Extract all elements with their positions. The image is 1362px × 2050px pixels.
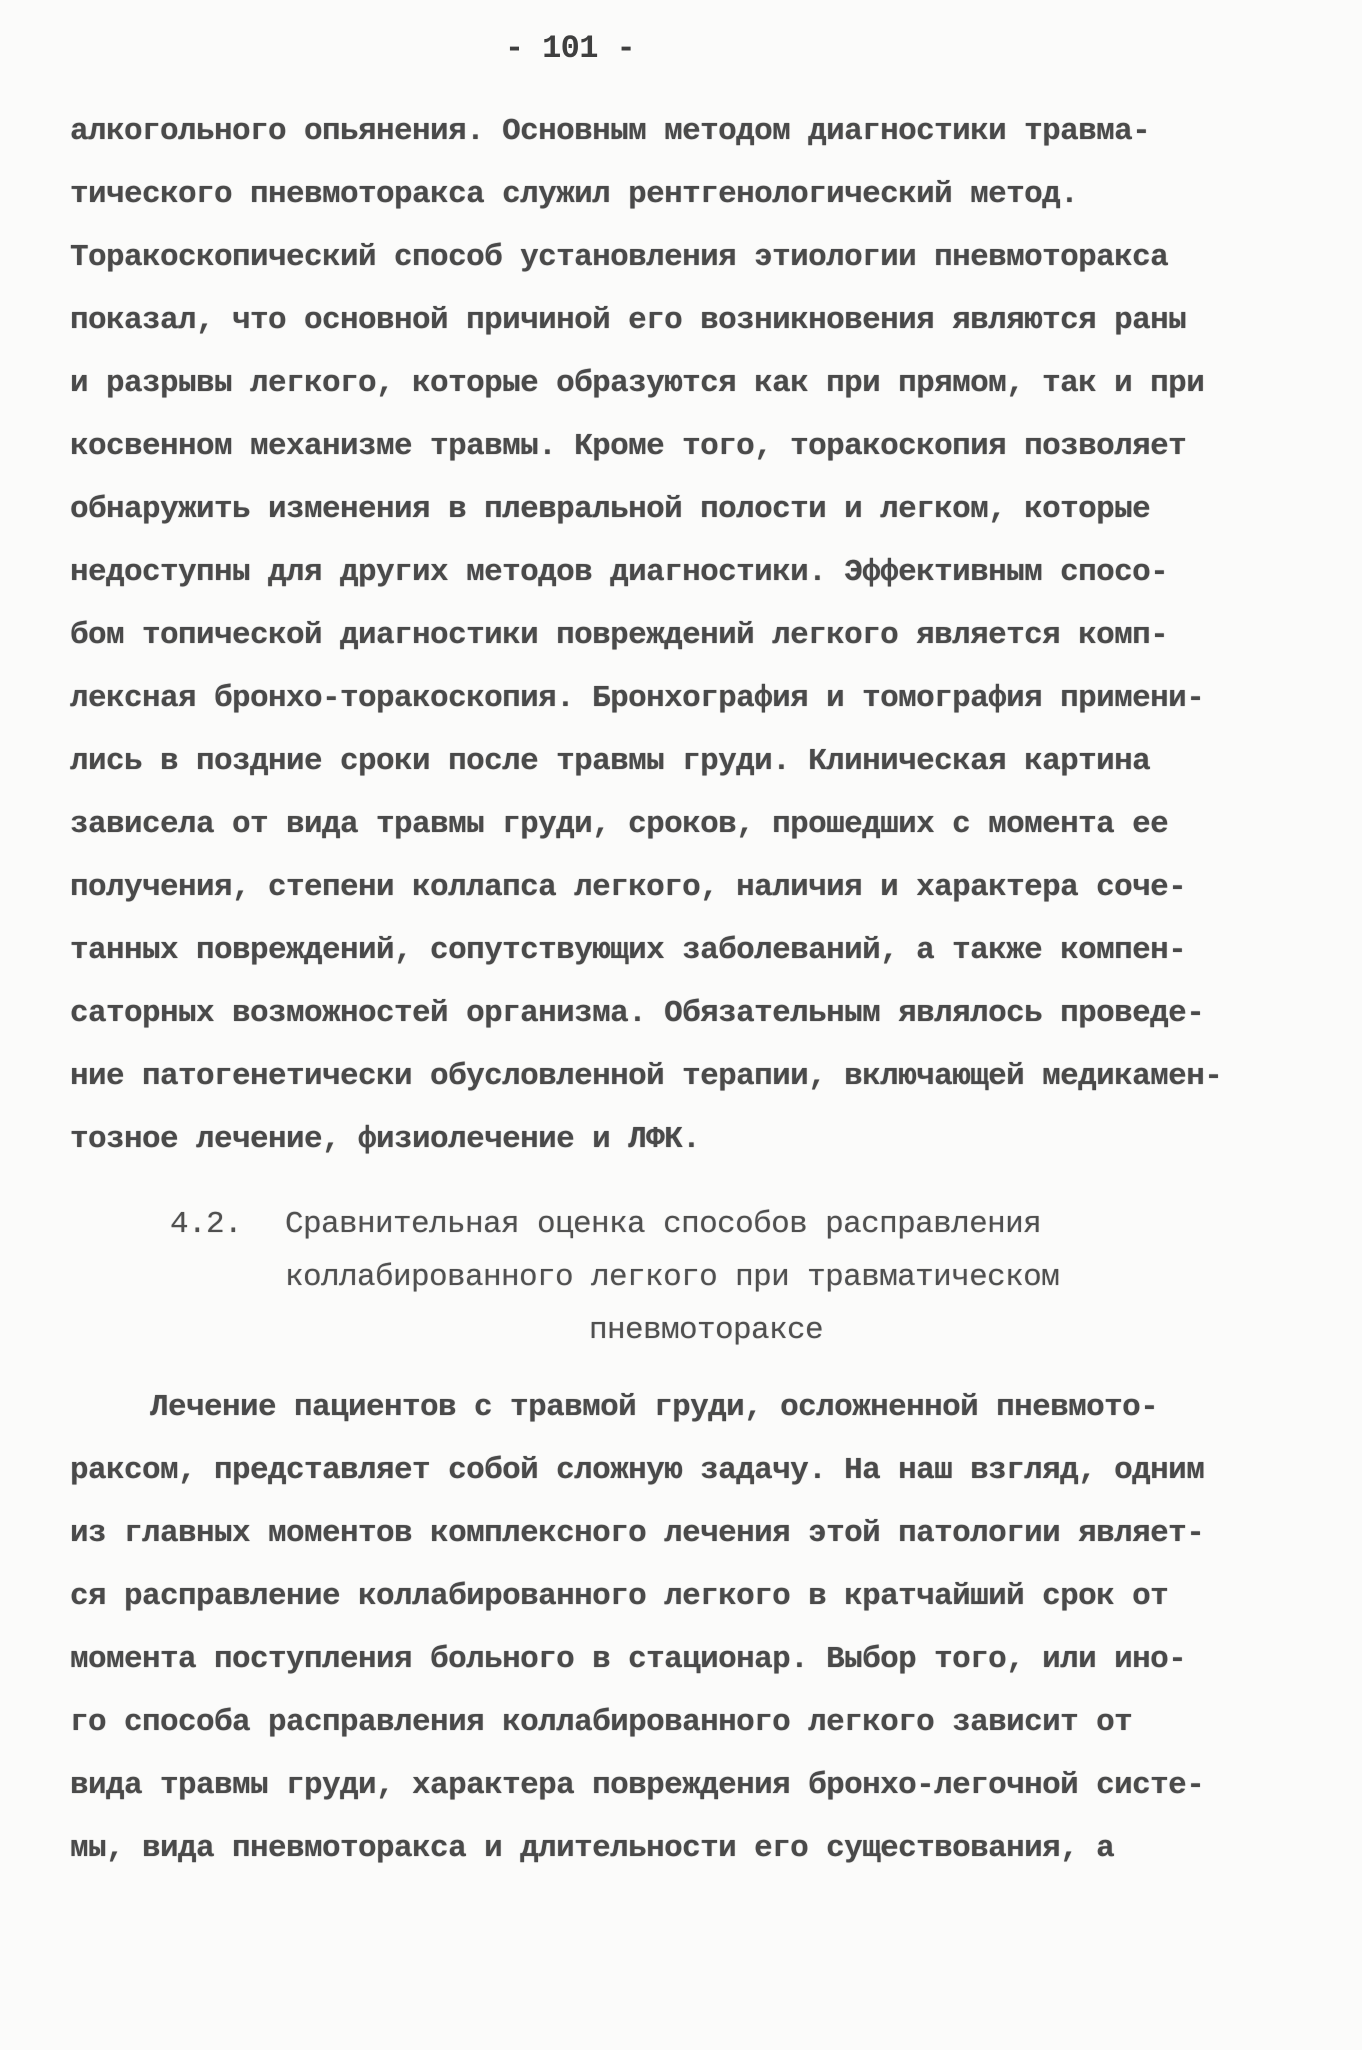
section-title-line: коллабированного легкого при травматическом bbox=[285, 1260, 1060, 1295]
text-line: Торакоскопический способ установления этиологии пневмоторакса bbox=[70, 240, 1169, 275]
text-line: получения, степени коллапса легкого, наличия и характера соче- bbox=[70, 870, 1187, 905]
text-line: ся расправление коллабированного легкого в кратчайший срок от bbox=[70, 1579, 1169, 1614]
text-line: го способа расправления коллабированного легкого зависит от bbox=[70, 1705, 1133, 1740]
text-line: лексная бронхо-торакоскопия. Бронхография и томография примени- bbox=[70, 681, 1205, 716]
text-line: Лечение пациентов с травмой груди, осложненной пневмото- bbox=[150, 1390, 1159, 1425]
page-number: - 101 - bbox=[504, 30, 636, 67]
text-line: и разрывы легкого, которые образуются как при прямом, так и при bbox=[70, 366, 1205, 401]
text-line: косвенном механизме травмы. Кроме того, торакоскопия позволяет bbox=[70, 429, 1187, 464]
text-line: зависела от вида травмы груди, сроков, прошедших с момента ее bbox=[70, 807, 1169, 842]
text-line: показал, что основной причиной его возникновения являются раны bbox=[70, 303, 1187, 338]
text-line: танных повреждений, сопутствующих заболеваний, а также компен- bbox=[70, 933, 1187, 968]
text-line: момента поступления больного в стационар. Выбор того, или ино- bbox=[70, 1642, 1187, 1677]
text-line: лись в поздние сроки после травмы груди. Клиническая картина bbox=[70, 744, 1151, 779]
text-line: недоступны для других методов диагностики. Эффективным спосо- bbox=[70, 555, 1169, 590]
text-line: тозное лечение, физиолечение и ЛФК. bbox=[70, 1122, 701, 1157]
text-line: тического пневмоторакса служил рентгенологический метод. bbox=[70, 177, 1079, 212]
text-line: ние патогенетически обусловленной терапии, включающей медикамен- bbox=[70, 1059, 1223, 1094]
text-line: вида травмы груди, характера повреждения бронхо-легочной систе- bbox=[70, 1768, 1205, 1803]
text-line: из главных моментов комплексного лечения этой патологии являет- bbox=[70, 1516, 1205, 1551]
text-line: обнаружить изменения в плевральной полости и легком, которые bbox=[70, 492, 1151, 527]
section-title-line: Сравнительная оценка способов расправления bbox=[285, 1207, 1042, 1242]
text-line: алкогольного опьянения. Основным методом диагностики травма- bbox=[70, 114, 1151, 149]
text-line: саторных возможностей организма. Обязательным являлось проведе- bbox=[70, 996, 1205, 1031]
text-line: раксом, представляет собой сложную задачу. На наш взгляд, одним bbox=[70, 1453, 1205, 1488]
text-line: бом топической диагностики повреждений легкого является комп- bbox=[70, 618, 1169, 653]
section-title-line: пневмотораксе bbox=[588, 1313, 824, 1348]
section-number: 4.2. bbox=[170, 1207, 243, 1242]
text-line: мы, вида пневмоторакса и длительности его существования, а bbox=[70, 1831, 1115, 1866]
